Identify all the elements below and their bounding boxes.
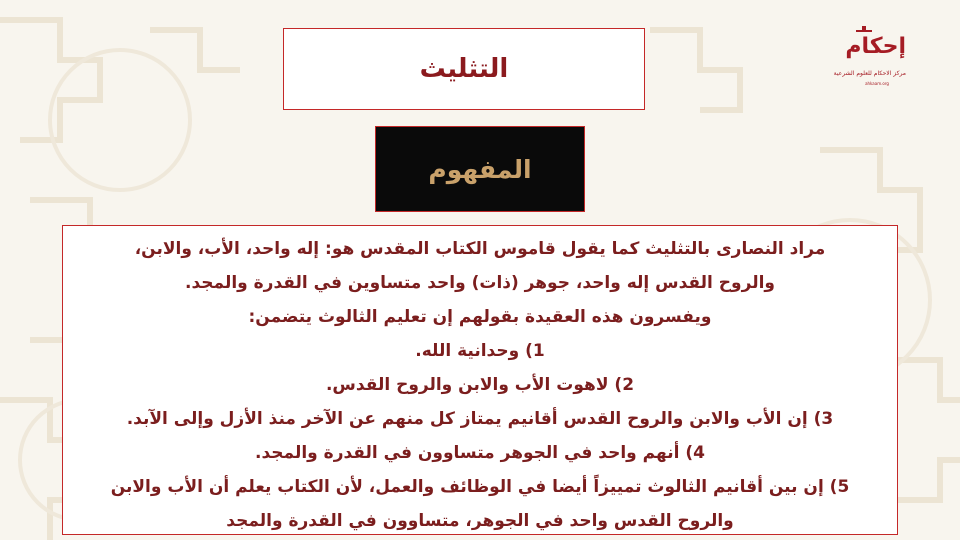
logo-word: إحكام: [845, 34, 906, 59]
content-line: 2) لاهوت الأب والابن والروح القدس.: [325, 375, 635, 395]
content-line: ويفسرون هذه العقيدة بقولهم إن تعليم الثالوث يتضمن:: [248, 307, 712, 327]
concept-box: [375, 126, 585, 212]
content-line: والروح القدس واحد في الجوهر، متساوون في القدرة والمجد: [226, 511, 734, 531]
logo-subtitle: مركز الاحكام للعلوم الشرعية: [833, 70, 906, 77]
logo-url: ahkaam.org: [865, 81, 889, 86]
content-line: 1) وحدانية الله.: [415, 341, 545, 361]
concept-heading: المفهوم: [428, 154, 532, 184]
content-line: 5) إن بين أقانيم الثالوث تمييزاً أيضا في الوظائف والعمل، لأن الكتاب يعلم أن الأب والابن: [110, 477, 850, 497]
content-line: مراد النصارى بالتثليث كما يقول قاموس الكتاب المقدس هو: إله واحد، الأب، والابن،: [134, 239, 826, 259]
content-box: [62, 225, 898, 535]
content-line: والروح القدس إله واحد، جوهر (ذات) واحد متساوين في القدرة والمجد.: [185, 273, 775, 293]
content-line: 3) إن الأب والابن والروح القدس أقانيم يمتاز كل منهم عن الآخر منذ الأزل وإلى الآبد.: [126, 409, 834, 429]
logo: [833, 26, 906, 96]
page-title: التثليث: [419, 54, 509, 84]
title-box: [283, 28, 645, 110]
content-line: 4) أنهم واحد في الجوهر متساوون في القدرة والمجد.: [255, 443, 705, 463]
